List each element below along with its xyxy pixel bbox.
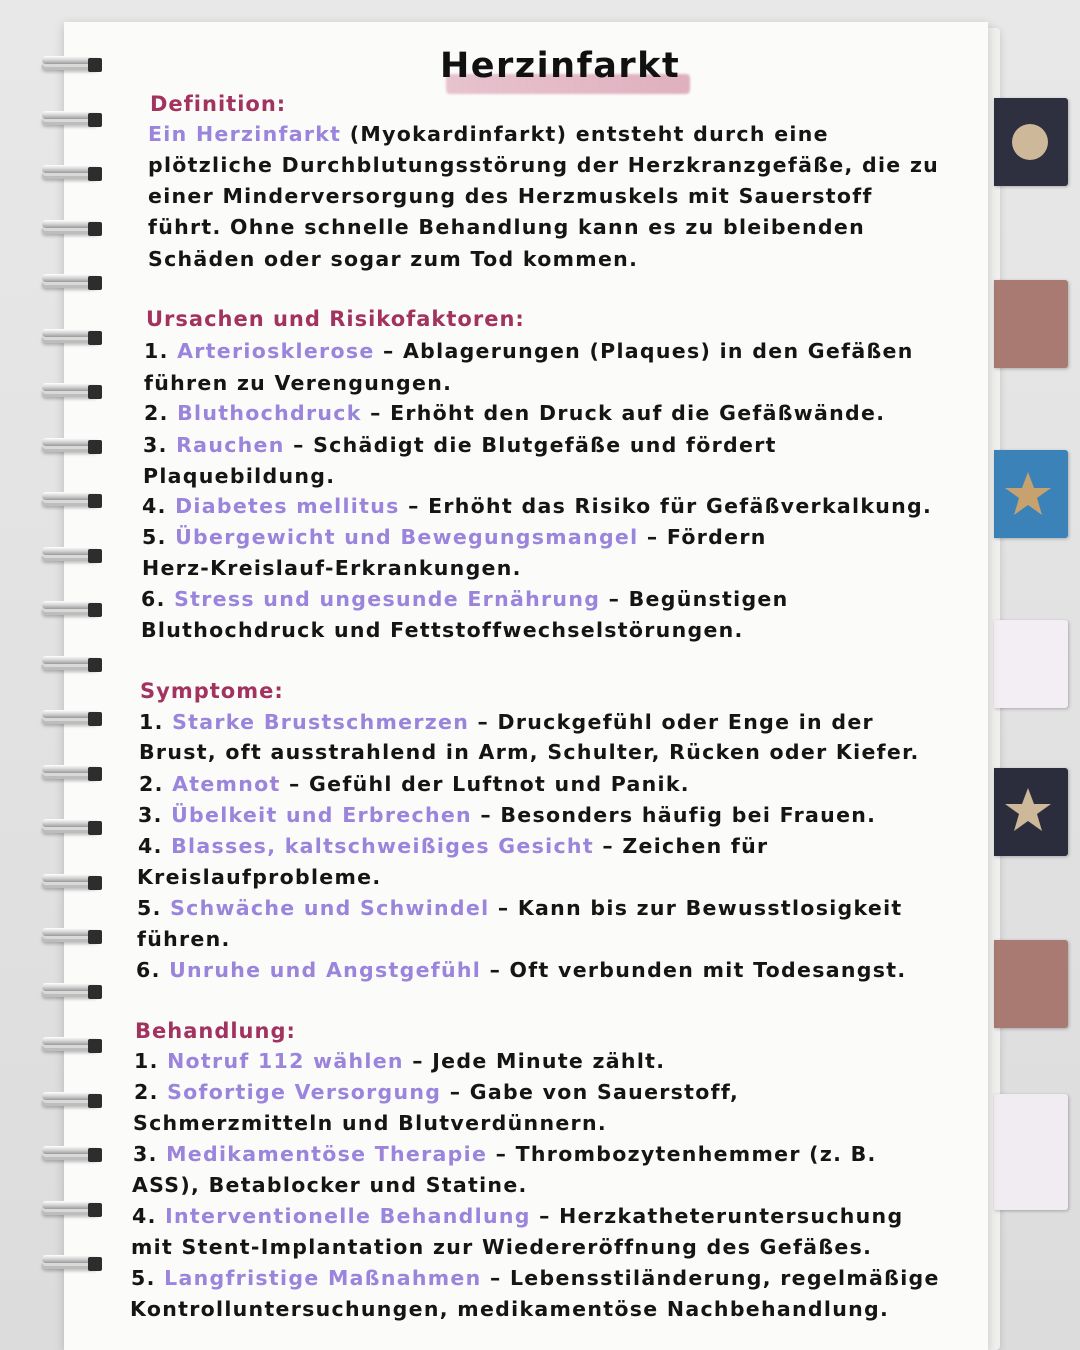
list-item: 3. Rauchen – Schädigt die Blutgefäße und fördert xyxy=(143,433,777,457)
definition-line: Ein Herzinfarkt (Myokardinfarkt) entsteht durch eine xyxy=(148,122,829,146)
list-item-continuation: führen zu Verengungen. xyxy=(144,371,453,395)
list-item-continuation: Kreislaufprobleme. xyxy=(137,865,382,889)
list-item-continuation: ASS), Betablocker und Statine. xyxy=(132,1173,528,1197)
definition-heading: Definition: xyxy=(150,92,287,116)
list-item: 5. Übergewicht und Bewegungsmangel – Fördern xyxy=(142,525,767,549)
list-item-continuation: Plaquebildung. xyxy=(143,464,336,488)
list-item: 5. Schwäche und Schwindel – Kann bis zur Bewusstlosigkeit xyxy=(137,896,903,920)
behandlung-heading: Behandlung: xyxy=(135,1019,296,1043)
list-item: 6. Stress und ungesunde Ernährung – Begünstigen xyxy=(141,587,789,611)
list-item-continuation: Bluthochdruck und Fettstoffwechselstörungen. xyxy=(141,618,744,642)
definition-line: einer Minderversorgung des Herzmuskels mit Sauerstoff xyxy=(148,184,873,208)
list-item: 4. Diabetes mellitus – Erhöht das Risiko für Gefäßverkalkung. xyxy=(142,494,933,518)
list-item: 4. Blasses, kaltschweißiges Gesicht – Zeichen für xyxy=(138,834,769,858)
definition-term: Ein Herzinfarkt xyxy=(148,122,342,146)
symptome-heading: Symptome: xyxy=(140,679,284,703)
list-item: 2. Atemnot – Gefühl der Luftnot und Panik. xyxy=(139,772,690,796)
definition-line: plötzliche Durchblutungsstörung der Herzkranzgefäße, die zu xyxy=(148,153,940,177)
ursachen-heading: Ursachen und Risikofaktoren: xyxy=(146,307,525,331)
list-item: 5. Langfristige Maßnahmen – Lebensstiländerung, regelmäßige xyxy=(131,1266,940,1290)
list-item: 3. Übelkeit und Erbrechen – Besonders häufig bei Frauen. xyxy=(138,803,877,827)
list-item: 3. Medikamentöse Therapie – Thrombozytenhemmer (z. B. xyxy=(133,1142,877,1166)
list-item: 2. Bluthochdruck – Erhöht den Druck auf die Gefäßwände. xyxy=(144,401,886,425)
list-item-continuation: Kontrolluntersuchungen, medikamentöse Nachbehandlung. xyxy=(130,1297,890,1321)
list-item: 6. Unruhe und Angstgefühl – Oft verbunden mit Todesangst. xyxy=(136,958,907,982)
list-item: 1. Arteriosklerose – Ablagerungen (Plaques) in den Gefäßen xyxy=(144,339,914,363)
list-item: 1. Notruf 112 wählen – Jede Minute zählt. xyxy=(134,1049,666,1073)
list-item-continuation: Herz-Kreislauf-Erkrankungen. xyxy=(142,556,522,580)
definition-line: Schäden oder sogar zum Tod kommen. xyxy=(148,247,639,271)
list-item: 4. Interventionelle Behandlung – Herzkatheteruntersuchung xyxy=(132,1204,904,1228)
list-item: 2. Sofortige Versorgung – Gabe von Sauerstoff, xyxy=(134,1080,740,1104)
list-item-continuation: Schmerzmitteln und Blutverdünnern. xyxy=(133,1111,607,1135)
list-item-continuation: mit Stent-Implantation zur Wiedereröffnung des Gefäßes. xyxy=(131,1235,873,1259)
definition-line: führt. Ohne schnelle Behandlung kann es zu bleibenden xyxy=(148,215,865,239)
list-item-continuation: führen. xyxy=(137,927,231,951)
list-item: 1. Starke Brustschmerzen – Druckgefühl oder Enge in der xyxy=(139,710,874,734)
list-item-continuation: Brust, oft ausstrahlend in Arm, Schulter, Rücken oder Kiefer. xyxy=(139,740,920,764)
page-title: Herzinfarkt xyxy=(440,46,681,86)
